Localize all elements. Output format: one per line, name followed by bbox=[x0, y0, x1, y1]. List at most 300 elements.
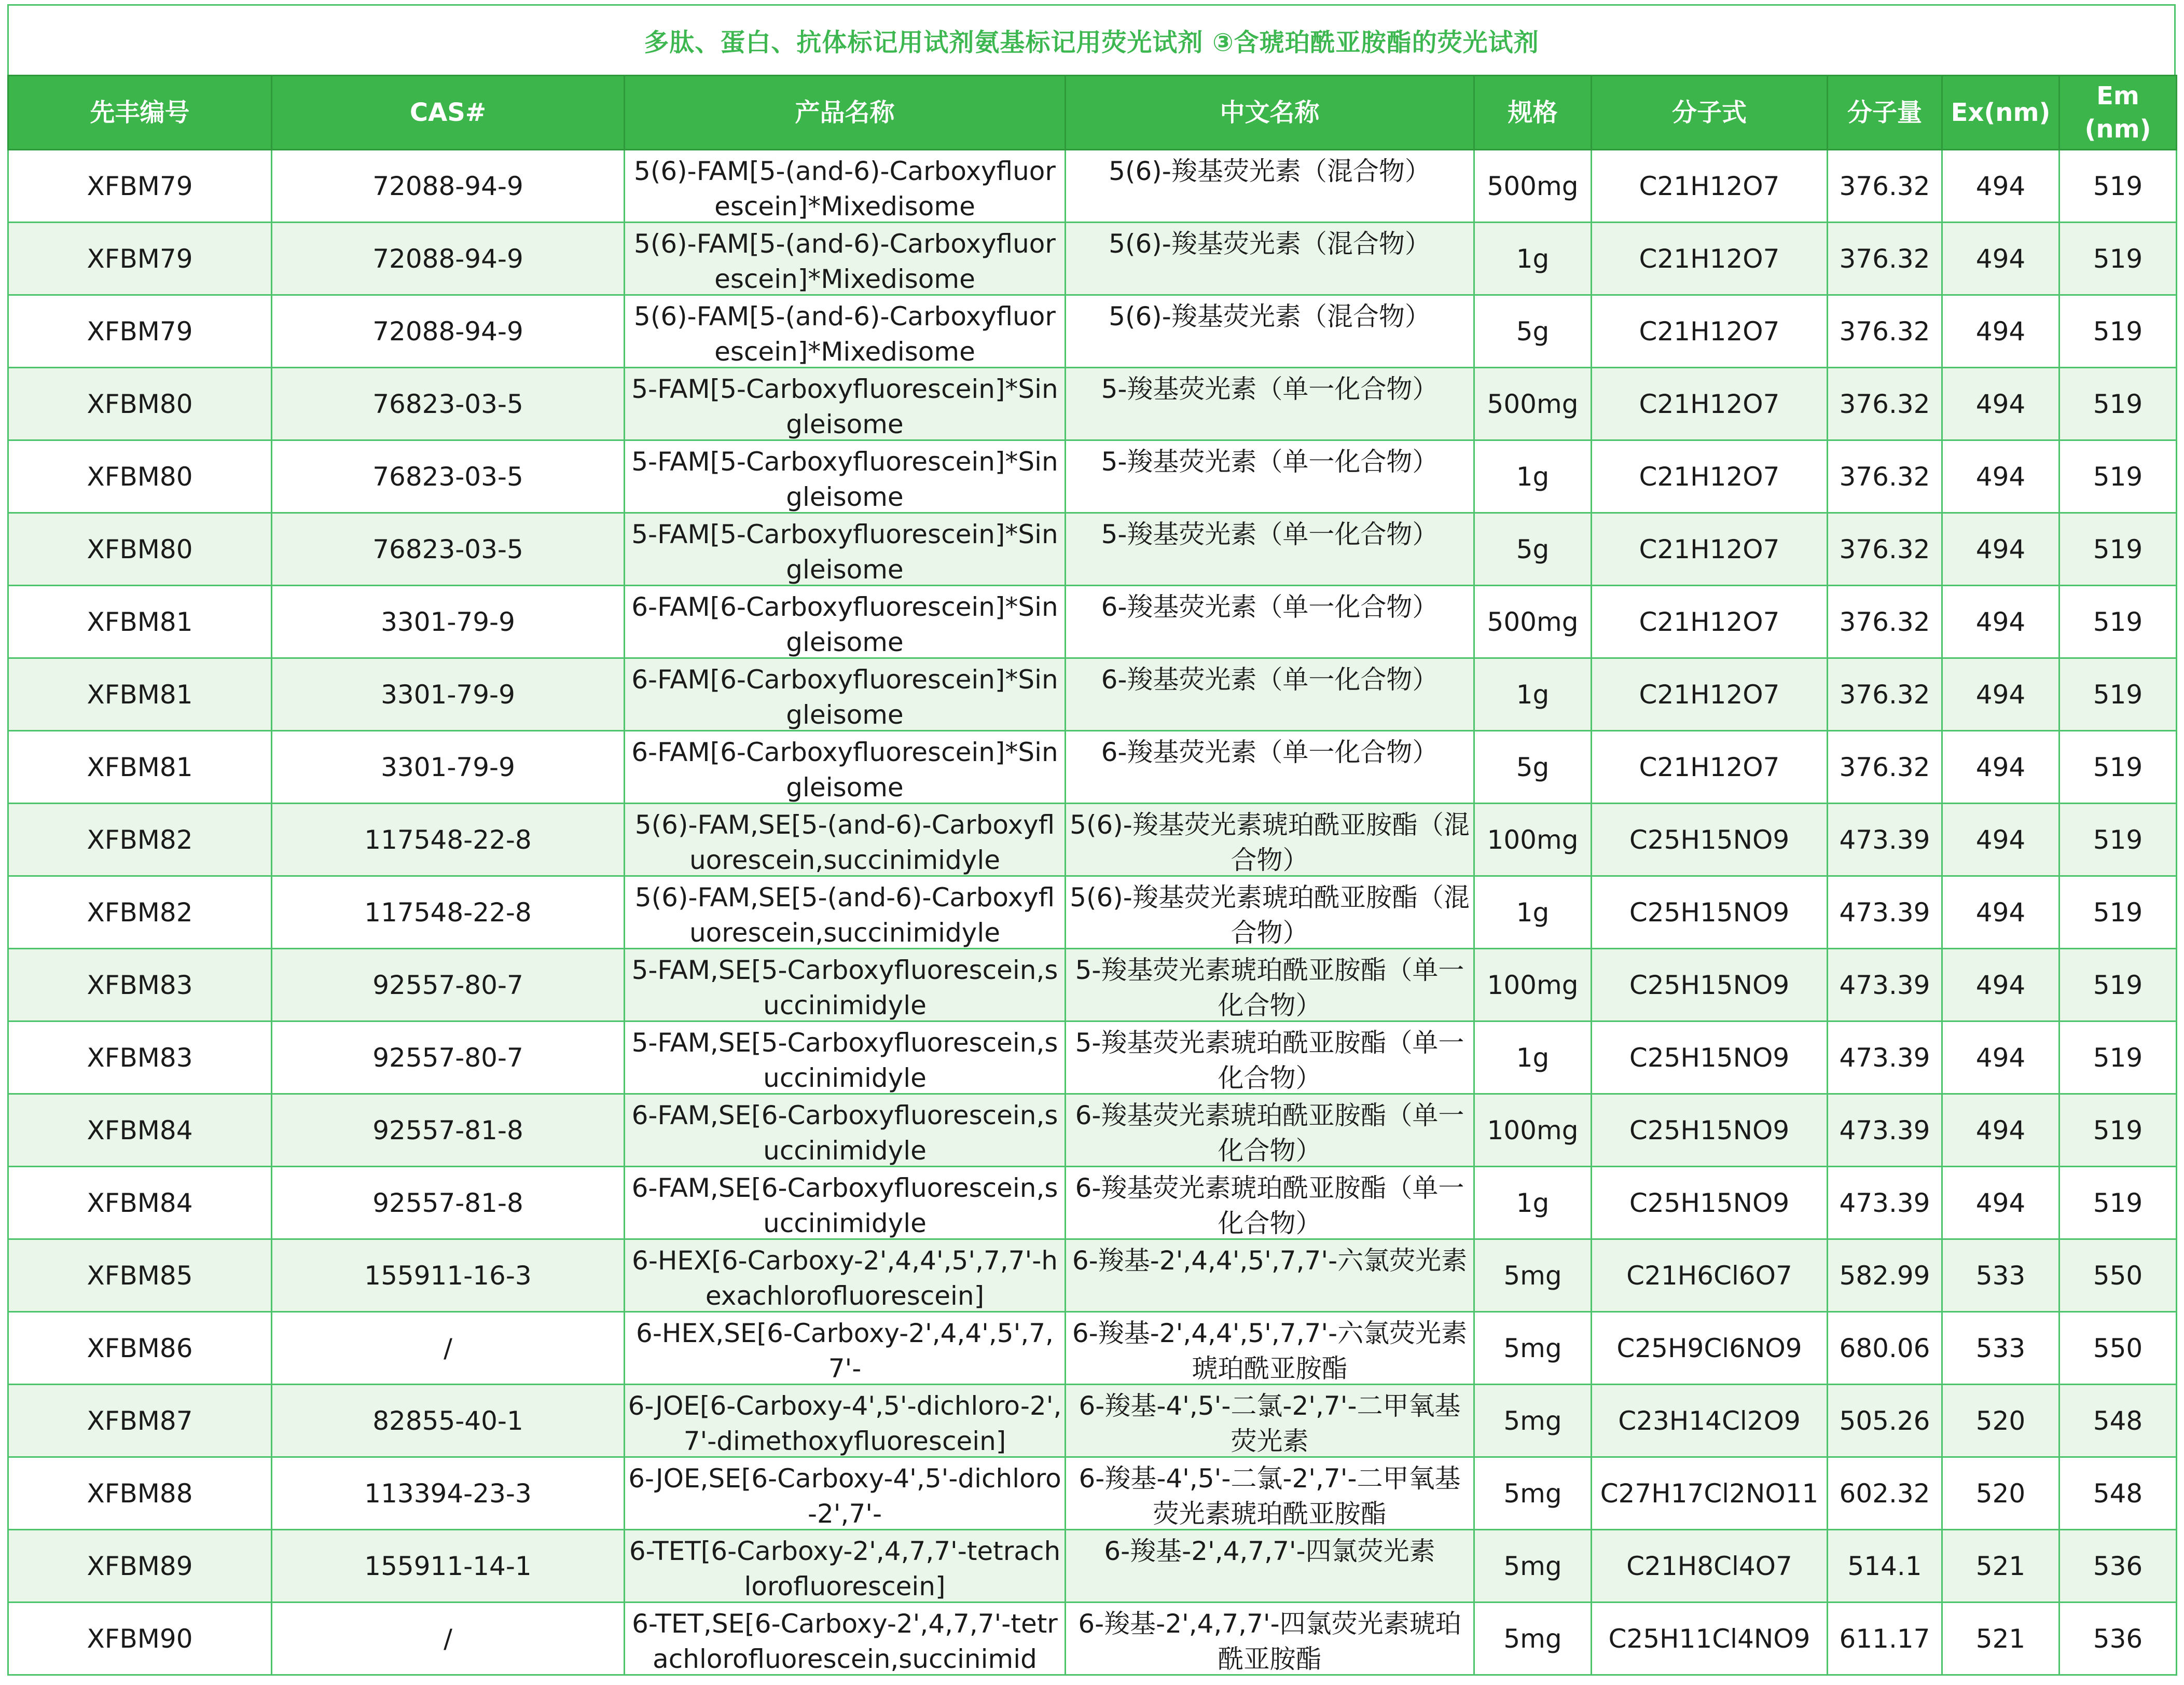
cell-em[interactable] bbox=[2059, 1021, 2177, 1094]
cell-spec[interactable] bbox=[1474, 876, 1592, 949]
cell-product-name-text: 6-FAM,SE[6-Carboxyfluorescein,succinimidyle bbox=[631, 1172, 1058, 1238]
cell-chinese-name[interactable] bbox=[1066, 1385, 1474, 1457]
cell-ex-text: 521 bbox=[1975, 1623, 2026, 1654]
cell-catalog-no-text: XFBM81 bbox=[87, 679, 193, 710]
cell-catalog-no[interactable] bbox=[8, 295, 272, 368]
cell-chinese-name[interactable] bbox=[1066, 223, 1474, 295]
cell-catalog-no-text: XFBM87 bbox=[87, 1405, 193, 1436]
cell-ex-text: 494 bbox=[1975, 389, 2026, 419]
cell-product-name[interactable] bbox=[625, 440, 1066, 513]
cell-formula-text: C21H8Cl4O7 bbox=[1626, 1551, 1792, 1581]
cell-em-text: 519 bbox=[2093, 1042, 2143, 1073]
cell-chinese-name-text: 6-羧基-2',4,4',5',7,7'-六氯荧光素 bbox=[1072, 1245, 1468, 1276]
cell-product-name[interactable] bbox=[625, 949, 1066, 1021]
cell-cas[interactable] bbox=[272, 876, 625, 949]
cell-cas[interactable] bbox=[272, 731, 625, 804]
cell-ex[interactable] bbox=[1942, 658, 2059, 731]
cell-ex-text: 520 bbox=[1975, 1478, 2026, 1509]
cell-product-name[interactable] bbox=[625, 804, 1066, 876]
cell-spec[interactable] bbox=[1474, 1385, 1592, 1457]
cell-mol-weight[interactable] bbox=[1828, 1094, 1942, 1167]
cell-spec[interactable] bbox=[1474, 513, 1592, 586]
cell-catalog-no[interactable] bbox=[8, 1167, 272, 1239]
cell-chinese-name[interactable] bbox=[1066, 1530, 1474, 1603]
cell-mol-weight-text: 514.1 bbox=[1847, 1551, 1922, 1581]
cell-formula-text: C23H14Cl2O9 bbox=[1618, 1405, 1801, 1436]
cell-formula-text: C21H6Cl6O7 bbox=[1626, 1260, 1792, 1291]
cell-catalog-no[interactable] bbox=[8, 1457, 272, 1530]
cell-cas[interactable] bbox=[272, 440, 625, 513]
cell-catalog-no-text: XFBM81 bbox=[87, 752, 193, 782]
cell-spec[interactable] bbox=[1474, 731, 1592, 804]
table-row bbox=[8, 658, 2177, 731]
cell-cas[interactable] bbox=[272, 223, 625, 295]
cell-catalog-no-text: XFBM82 bbox=[87, 897, 193, 928]
cell-mol-weight[interactable] bbox=[1828, 1457, 1942, 1530]
cell-formula-text: C25H15NO9 bbox=[1629, 1187, 1790, 1218]
cell-product-name-text: 6-JOE,SE[6-Carboxy-4',5'-dichloro-2',7'- bbox=[628, 1463, 1061, 1528]
cell-catalog-no[interactable] bbox=[8, 658, 272, 731]
cell-chinese-name[interactable] bbox=[1066, 295, 1474, 368]
cell-mol-weight[interactable] bbox=[1828, 1312, 1942, 1385]
cell-spec-text: 5mg bbox=[1503, 1405, 1562, 1436]
cell-formula-text: C21H12O7 bbox=[1639, 534, 1780, 564]
cell-spec[interactable] bbox=[1474, 1312, 1592, 1385]
cell-catalog-no-text: XFBM79 bbox=[87, 171, 193, 201]
cell-catalog-no[interactable] bbox=[8, 1530, 272, 1603]
cell-product-name[interactable] bbox=[625, 658, 1066, 731]
cell-catalog-no[interactable] bbox=[8, 440, 272, 513]
cell-ex[interactable] bbox=[1942, 1530, 2059, 1603]
cell-spec-text: 1g bbox=[1516, 243, 1550, 274]
cell-product-name[interactable] bbox=[625, 368, 1066, 440]
cell-chinese-name-text: 5(6)-羧基荧光素琥珀酰亚胺酯（混合物） bbox=[1070, 809, 1470, 875]
cell-em-text: 536 bbox=[2093, 1551, 2143, 1581]
cell-mol-weight[interactable] bbox=[1828, 513, 1942, 586]
cell-catalog-no-text: XFBM88 bbox=[87, 1478, 193, 1509]
cell-ex[interactable] bbox=[1942, 1167, 2059, 1239]
cell-product-name-text: 5-FAM[5-Carboxyfluorescein]*Singleisome bbox=[631, 374, 1058, 439]
cell-mol-weight[interactable] bbox=[1828, 1021, 1942, 1094]
cell-em-text: 519 bbox=[2093, 534, 2143, 564]
cell-mol-weight[interactable] bbox=[1828, 1385, 1942, 1457]
cell-cas[interactable] bbox=[272, 1094, 625, 1167]
cell-mol-weight[interactable] bbox=[1828, 440, 1942, 513]
cell-catalog-no[interactable] bbox=[8, 731, 272, 804]
cell-em[interactable] bbox=[2059, 1457, 2177, 1530]
cell-mol-weight[interactable] bbox=[1828, 804, 1942, 876]
cell-mol-weight[interactable] bbox=[1828, 223, 1942, 295]
cell-product-name[interactable] bbox=[625, 731, 1066, 804]
cell-ex-text: 494 bbox=[1975, 461, 2026, 492]
cell-em[interactable] bbox=[2059, 1167, 2177, 1239]
cell-catalog-no-text: XFBM83 bbox=[87, 1042, 193, 1073]
cell-cas[interactable] bbox=[272, 150, 625, 223]
cell-ex[interactable] bbox=[1942, 513, 2059, 586]
cell-formula[interactable] bbox=[1592, 1457, 1828, 1530]
cell-spec[interactable] bbox=[1474, 1603, 1592, 1675]
cell-cas-text: 155911-14-1 bbox=[364, 1551, 532, 1581]
cell-ex[interactable] bbox=[1942, 1239, 2059, 1312]
cell-ex[interactable] bbox=[1942, 150, 2059, 223]
cell-formula[interactable] bbox=[1592, 1603, 1828, 1675]
cell-ex-text: 494 bbox=[1975, 171, 2026, 201]
cell-cas-text: 92557-81-8 bbox=[372, 1187, 523, 1218]
cell-ex-text: 494 bbox=[1975, 679, 2026, 710]
cell-cas[interactable] bbox=[272, 1457, 625, 1530]
cell-chinese-name[interactable] bbox=[1066, 1239, 1474, 1312]
cell-cas-text: / bbox=[444, 1623, 452, 1654]
cell-cas[interactable] bbox=[272, 658, 625, 731]
cell-formula[interactable] bbox=[1592, 1312, 1828, 1385]
cell-chinese-name-text: 5-羧基荧光素（单一化合物） bbox=[1101, 519, 1439, 549]
cell-chinese-name-text: 6-羧基荧光素（单一化合物） bbox=[1101, 591, 1439, 622]
cell-chinese-name[interactable] bbox=[1066, 731, 1474, 804]
header-spec[interactable]: 规格 bbox=[1474, 76, 1592, 150]
cell-cas-text: 3301-79-9 bbox=[381, 606, 515, 637]
cell-em-text: 519 bbox=[2093, 1115, 2143, 1145]
cell-cas-text: 92557-80-7 bbox=[372, 970, 523, 1000]
cell-cas[interactable] bbox=[272, 1021, 625, 1094]
cell-product-name[interactable] bbox=[625, 295, 1066, 368]
cell-spec[interactable] bbox=[1474, 295, 1592, 368]
cell-em[interactable] bbox=[2059, 513, 2177, 586]
cell-formula[interactable] bbox=[1592, 295, 1828, 368]
cell-chinese-name[interactable] bbox=[1066, 513, 1474, 586]
cell-product-name-text: 5(6)-FAM,SE[5-(and-6)-Carboxyfluorescein,succinimidyle bbox=[634, 809, 1055, 875]
cell-formula-text: C21H12O7 bbox=[1639, 606, 1780, 637]
cell-ex[interactable] bbox=[1942, 1021, 2059, 1094]
cell-product-name[interactable] bbox=[625, 1603, 1066, 1675]
cell-ex[interactable] bbox=[1942, 1457, 2059, 1530]
cell-chinese-name[interactable] bbox=[1066, 949, 1474, 1021]
cell-product-name-text: 6-TET,SE[6-Carboxy-2',4,7,7'-tetrachlorofluorescein,succinimid bbox=[632, 1608, 1058, 1674]
cell-spec[interactable] bbox=[1474, 1094, 1592, 1167]
cell-ex-text: 494 bbox=[1975, 752, 2026, 782]
cell-chinese-name[interactable] bbox=[1066, 586, 1474, 658]
cell-catalog-no[interactable] bbox=[8, 1603, 272, 1675]
cell-catalog-no[interactable] bbox=[8, 1021, 272, 1094]
cell-mol-weight[interactable] bbox=[1828, 731, 1942, 804]
cell-catalog-no[interactable] bbox=[8, 876, 272, 949]
cell-chinese-name-text: 5(6)-羧基荧光素（混合物） bbox=[1109, 228, 1431, 259]
cell-chinese-name-text: 5-羧基荧光素琥珀酰亚胺酯（单一化合物） bbox=[1075, 955, 1464, 1020]
cell-catalog-no[interactable] bbox=[8, 949, 272, 1021]
cell-spec[interactable] bbox=[1474, 1239, 1592, 1312]
cell-product-name[interactable] bbox=[625, 1312, 1066, 1385]
cell-mol-weight-text: 505.26 bbox=[1839, 1405, 1930, 1436]
cell-chinese-name[interactable] bbox=[1066, 804, 1474, 876]
cell-cas[interactable] bbox=[272, 295, 625, 368]
cell-em[interactable] bbox=[2059, 876, 2177, 949]
cell-em-text: 519 bbox=[2093, 461, 2143, 492]
cell-catalog-no[interactable] bbox=[8, 368, 272, 440]
cell-formula[interactable] bbox=[1592, 1094, 1828, 1167]
cell-mol-weight[interactable] bbox=[1828, 876, 1942, 949]
cell-em[interactable] bbox=[2059, 150, 2177, 223]
cell-em[interactable] bbox=[2059, 1385, 2177, 1457]
cell-em[interactable] bbox=[2059, 1312, 2177, 1385]
cell-formula[interactable] bbox=[1592, 804, 1828, 876]
header-product-name[interactable]: 产品名称 bbox=[625, 76, 1066, 150]
cell-cas[interactable] bbox=[272, 1603, 625, 1675]
cell-spec-text: 5mg bbox=[1503, 1333, 1562, 1363]
cell-ex[interactable] bbox=[1942, 1094, 2059, 1167]
cell-formula[interactable] bbox=[1592, 1021, 1828, 1094]
cell-formula-text: C27H17Cl2NO11 bbox=[1600, 1478, 1819, 1509]
cell-mol-weight[interactable] bbox=[1828, 1603, 1942, 1675]
cell-mol-weight-text: 680.06 bbox=[1839, 1333, 1930, 1363]
table-row bbox=[8, 1457, 2177, 1530]
cell-em[interactable] bbox=[2059, 949, 2177, 1021]
cell-spec[interactable] bbox=[1474, 1457, 1592, 1530]
cell-spec[interactable] bbox=[1474, 804, 1592, 876]
cell-product-name[interactable] bbox=[625, 586, 1066, 658]
header-catalog-no[interactable]: 先丰编号 bbox=[8, 76, 272, 150]
cell-chinese-name[interactable] bbox=[1066, 368, 1474, 440]
cell-em[interactable] bbox=[2059, 440, 2177, 513]
cell-cas[interactable] bbox=[272, 949, 625, 1021]
cell-em[interactable] bbox=[2059, 658, 2177, 731]
cell-spec-text: 500mg bbox=[1487, 389, 1579, 419]
cell-formula-text: C21H12O7 bbox=[1639, 461, 1780, 492]
header-cas[interactable]: CAS# bbox=[272, 76, 625, 150]
cell-formula[interactable] bbox=[1592, 513, 1828, 586]
cell-ex[interactable] bbox=[1942, 949, 2059, 1021]
cell-cas[interactable] bbox=[272, 1312, 625, 1385]
cell-catalog-no-text: XFBM83 bbox=[87, 970, 193, 1000]
cell-chinese-name-text: 5-羧基荧光素（单一化合物） bbox=[1101, 374, 1439, 404]
cell-em[interactable] bbox=[2059, 1239, 2177, 1312]
cell-cas[interactable] bbox=[272, 586, 625, 658]
sheet-title: 多肽、蛋白、抗体标记用试剂氨基标记用荧光试剂 ③含琥珀酰亚胺酯的荧光试剂 bbox=[7, 4, 2176, 75]
cell-em[interactable] bbox=[2059, 1530, 2177, 1603]
table-row bbox=[8, 586, 2177, 658]
cell-cas[interactable] bbox=[272, 1167, 625, 1239]
cell-cas[interactable] bbox=[272, 1530, 625, 1603]
cell-catalog-no[interactable] bbox=[8, 513, 272, 586]
cell-em-text: 519 bbox=[2093, 243, 2143, 274]
cell-catalog-no[interactable] bbox=[8, 586, 272, 658]
cell-chinese-name[interactable] bbox=[1066, 1021, 1474, 1094]
cell-em[interactable] bbox=[2059, 804, 2177, 876]
cell-cas-text: 92557-81-8 bbox=[372, 1115, 523, 1145]
cell-formula-text: C25H15NO9 bbox=[1629, 970, 1790, 1000]
cell-formula[interactable] bbox=[1592, 876, 1828, 949]
cell-cas[interactable] bbox=[272, 368, 625, 440]
cell-chinese-name[interactable] bbox=[1066, 150, 1474, 223]
cell-spec-text: 500mg bbox=[1487, 171, 1579, 201]
cell-spec-text: 100mg bbox=[1487, 1115, 1579, 1145]
cell-formula[interactable] bbox=[1592, 150, 1828, 223]
cell-em-text: 519 bbox=[2093, 606, 2143, 637]
cell-mol-weight[interactable] bbox=[1828, 295, 1942, 368]
cell-spec[interactable] bbox=[1474, 1167, 1592, 1239]
cell-mol-weight-text: 473.39 bbox=[1839, 824, 1930, 855]
cell-ex-text: 494 bbox=[1975, 1115, 2026, 1145]
header-formula[interactable]: 分子式 bbox=[1592, 76, 1828, 150]
cell-formula[interactable] bbox=[1592, 1530, 1828, 1603]
cell-catalog-no[interactable] bbox=[8, 1094, 272, 1167]
cell-formula[interactable] bbox=[1592, 368, 1828, 440]
cell-product-name[interactable] bbox=[625, 223, 1066, 295]
cell-product-name[interactable] bbox=[625, 1530, 1066, 1603]
cell-em-text: 519 bbox=[2093, 752, 2143, 782]
cell-formula-text: C21H12O7 bbox=[1639, 389, 1780, 419]
cell-catalog-no[interactable] bbox=[8, 150, 272, 223]
cell-chinese-name[interactable] bbox=[1066, 1457, 1474, 1530]
cell-mol-weight[interactable] bbox=[1828, 586, 1942, 658]
cell-mol-weight-text: 376.32 bbox=[1839, 752, 1930, 782]
cell-formula[interactable] bbox=[1592, 731, 1828, 804]
cell-catalog-no[interactable] bbox=[8, 1312, 272, 1385]
header-mol-weight[interactable]: 分子量 bbox=[1828, 76, 1942, 150]
cell-cas[interactable] bbox=[272, 804, 625, 876]
cell-chinese-name-text: 6-羧基-4',5'-二氯-2',7'-二甲氧基荧光素琥珀酰亚胺酯 bbox=[1079, 1463, 1461, 1528]
cell-product-name[interactable] bbox=[625, 1385, 1066, 1457]
cell-chinese-name-text: 6-羧基荧光素（单一化合物） bbox=[1101, 737, 1439, 767]
cell-mol-weight-text: 376.32 bbox=[1839, 316, 1930, 347]
cell-em[interactable] bbox=[2059, 295, 2177, 368]
cell-mol-weight[interactable] bbox=[1828, 1167, 1942, 1239]
cell-formula[interactable] bbox=[1592, 949, 1828, 1021]
table-row bbox=[8, 1021, 2177, 1094]
cell-em-text: 519 bbox=[2093, 897, 2143, 928]
cell-formula[interactable] bbox=[1592, 1167, 1828, 1239]
cell-cas[interactable] bbox=[272, 513, 625, 586]
cell-ex[interactable] bbox=[1942, 295, 2059, 368]
cell-chinese-name[interactable] bbox=[1066, 1167, 1474, 1239]
cell-spec[interactable] bbox=[1474, 368, 1592, 440]
cell-ex[interactable] bbox=[1942, 876, 2059, 949]
cell-product-name-text: 5(6)-FAM[5-(and-6)-Carboxyfluorescein]*Mixedisome bbox=[634, 228, 1056, 294]
cell-formula[interactable] bbox=[1592, 586, 1828, 658]
cell-formula-text: C25H15NO9 bbox=[1629, 897, 1790, 928]
cell-ex[interactable] bbox=[1942, 804, 2059, 876]
cell-spec[interactable] bbox=[1474, 1530, 1592, 1603]
cell-spec[interactable] bbox=[1474, 658, 1592, 731]
cell-product-name-text: 5(6)-FAM[5-(and-6)-Carboxyfluorescein]*Mixedisome bbox=[634, 301, 1056, 366]
cell-product-name-text: 6-HEX[6-Carboxy-2',4,4',5',7,7'-hexachlorofluorescein] bbox=[632, 1245, 1058, 1310]
cell-formula-text: C21H12O7 bbox=[1639, 679, 1780, 710]
cell-catalog-no[interactable] bbox=[8, 804, 272, 876]
cell-product-name[interactable] bbox=[625, 1239, 1066, 1312]
cell-ex[interactable] bbox=[1942, 1312, 2059, 1385]
cell-spec-text: 500mg bbox=[1487, 606, 1579, 637]
cell-ex[interactable] bbox=[1942, 1603, 2059, 1675]
cell-cas-text: 92557-80-7 bbox=[372, 1042, 523, 1073]
cell-chinese-name[interactable] bbox=[1066, 1603, 1474, 1675]
cell-catalog-no-text: XFBM79 bbox=[87, 316, 193, 347]
cell-chinese-name-text: 6-羧基-2',4,4',5',7,7'-六氯荧光素琥珀酰亚胺酯 bbox=[1072, 1318, 1468, 1383]
cell-em[interactable] bbox=[2059, 1094, 2177, 1167]
cell-product-name[interactable] bbox=[625, 1167, 1066, 1239]
cell-product-name[interactable] bbox=[625, 1021, 1066, 1094]
table-row bbox=[8, 223, 2177, 295]
cell-ex[interactable] bbox=[1942, 440, 2059, 513]
cell-em[interactable] bbox=[2059, 731, 2177, 804]
cell-em[interactable] bbox=[2059, 368, 2177, 440]
cell-formula-text: C25H15NO9 bbox=[1629, 1042, 1790, 1073]
cell-product-name[interactable] bbox=[625, 876, 1066, 949]
cell-mol-weight-text: 473.39 bbox=[1839, 897, 1930, 928]
cell-spec[interactable] bbox=[1474, 150, 1592, 223]
cell-formula-text: C25H15NO9 bbox=[1629, 824, 1790, 855]
cell-mol-weight[interactable] bbox=[1828, 1239, 1942, 1312]
cell-product-name-text: 5(6)-FAM,SE[5-(and-6)-Carboxyfluorescein,succinimidyle bbox=[634, 882, 1055, 947]
cell-spec-text: 5mg bbox=[1503, 1260, 1562, 1291]
cell-ex[interactable] bbox=[1942, 586, 2059, 658]
cell-spec[interactable] bbox=[1474, 949, 1592, 1021]
cell-spec[interactable] bbox=[1474, 440, 1592, 513]
cell-product-name[interactable] bbox=[625, 513, 1066, 586]
cell-formula[interactable] bbox=[1592, 440, 1828, 513]
cell-em[interactable] bbox=[2059, 586, 2177, 658]
cell-mol-weight-text: 376.32 bbox=[1839, 606, 1930, 637]
cell-catalog-no[interactable] bbox=[8, 223, 272, 295]
cell-cas-text: 113394-23-3 bbox=[364, 1478, 532, 1509]
header-em[interactable]: Em (nm) bbox=[2059, 76, 2177, 150]
cell-formula[interactable] bbox=[1592, 1385, 1828, 1457]
cell-cas[interactable] bbox=[272, 1239, 625, 1312]
cell-catalog-no-text: XFBM84 bbox=[87, 1115, 193, 1145]
cell-mol-weight[interactable] bbox=[1828, 949, 1942, 1021]
cell-formula[interactable] bbox=[1592, 223, 1828, 295]
cell-ex[interactable] bbox=[1942, 1385, 2059, 1457]
cell-product-name[interactable] bbox=[625, 1094, 1066, 1167]
cell-catalog-no[interactable] bbox=[8, 1385, 272, 1457]
cell-cas[interactable] bbox=[272, 1385, 625, 1457]
header-ex[interactable]: Ex(nm) bbox=[1942, 76, 2059, 150]
header-row bbox=[8, 76, 2177, 150]
cell-mol-weight-text: 473.39 bbox=[1839, 1115, 1930, 1145]
table-body bbox=[8, 150, 2177, 1675]
cell-formula[interactable] bbox=[1592, 658, 1828, 731]
table-row bbox=[8, 1603, 2177, 1675]
cell-chinese-name[interactable] bbox=[1066, 1312, 1474, 1385]
cell-em[interactable] bbox=[2059, 223, 2177, 295]
cell-product-name[interactable] bbox=[625, 1457, 1066, 1530]
cell-cas-text: 76823-03-5 bbox=[372, 389, 523, 419]
cell-mol-weight[interactable] bbox=[1828, 150, 1942, 223]
cell-mol-weight-text: 473.39 bbox=[1839, 970, 1930, 1000]
cell-product-name[interactable] bbox=[625, 150, 1066, 223]
cell-formula[interactable] bbox=[1592, 1239, 1828, 1312]
cell-mol-weight[interactable] bbox=[1828, 1530, 1942, 1603]
cell-chinese-name[interactable] bbox=[1066, 440, 1474, 513]
header-chinese-name[interactable]: 中文名称 bbox=[1066, 76, 1474, 150]
cell-mol-weight-text: 376.32 bbox=[1839, 461, 1930, 492]
cell-formula-text: C25H15NO9 bbox=[1629, 1115, 1790, 1145]
cell-spec[interactable] bbox=[1474, 586, 1592, 658]
cell-chinese-name[interactable] bbox=[1066, 1094, 1474, 1167]
cell-ex[interactable] bbox=[1942, 368, 2059, 440]
cell-chinese-name-text: 5(6)-羧基荧光素（混合物） bbox=[1109, 156, 1431, 186]
cell-spec[interactable] bbox=[1474, 1021, 1592, 1094]
cell-mol-weight[interactable] bbox=[1828, 368, 1942, 440]
cell-chinese-name[interactable] bbox=[1066, 876, 1474, 949]
cell-mol-weight[interactable] bbox=[1828, 658, 1942, 731]
cell-ex-text: 533 bbox=[1975, 1260, 2026, 1291]
cell-mol-weight-text: 376.32 bbox=[1839, 171, 1930, 201]
cell-spec[interactable] bbox=[1474, 223, 1592, 295]
cell-catalog-no[interactable] bbox=[8, 1239, 272, 1312]
cell-ex[interactable] bbox=[1942, 223, 2059, 295]
cell-chinese-name[interactable] bbox=[1066, 658, 1474, 731]
cell-ex-text: 494 bbox=[1975, 824, 2026, 855]
cell-ex[interactable] bbox=[1942, 731, 2059, 804]
cell-em[interactable] bbox=[2059, 1603, 2177, 1675]
